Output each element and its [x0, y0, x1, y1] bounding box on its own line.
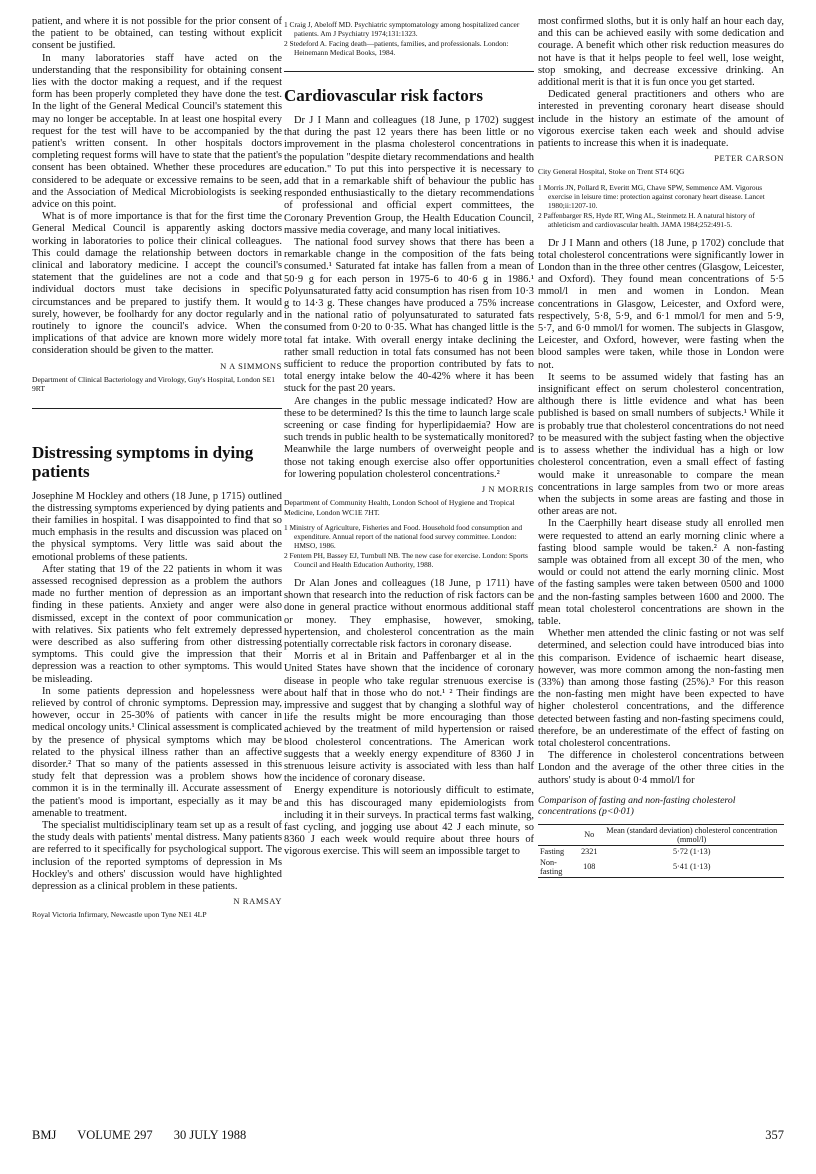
- table-cell: 5·41 (1·13): [672, 862, 711, 872]
- section-title: Distressing symptoms in dying patients: [32, 442, 254, 481]
- paragraph: The national food survey shows that there has been a remarkable change in the composition of the fats being consumed.¹ Saturated fat intake has fallen from a mean of 50·9 g for each person in 1975-6 to 40·6 g in 1986.¹ Polyunsaturated fatty acid consumption has risen from 10·3 g to 14·3 g. These changes have produced a 75% increase in the national ratio of polyunsaturated to saturated fats consumed from 0·20 to 0·35. What has changed little is the total fat intake. With overall energy intake declining the rather small reduction in total fats consumed has not been sufficient to reduce the proportion contributed by fats to total energy intake below the 40-42% where it has been stuck for the past 20 years.: [284, 237, 534, 395]
- paragraph: Dedicated general practitioners and others who are interested in preventing coronary heart disease should include in the history an estimate of the amount of vigorous exercise taken each week and should advise patients to increase this when it is inadequate.: [538, 89, 784, 150]
- author-affiliation: Royal Victoria Infirmary, Newcastle upon Tyne NE1 4LP: [32, 910, 207, 920]
- reference-item: 1 Morris JN, Pollard R, Everitt MG, Chave SPW, Semmence AM. Vigorous exercise in leisure time: protection against coronary heart disease. Lancet 1980;ii:1207-10.: [538, 182, 765, 210]
- column-2: [284, 16, 534, 859]
- table-cell: Non-fasting: [540, 857, 563, 876]
- table-cell: 108: [583, 862, 596, 872]
- reference-item: 2 Paffenbarger RS, Hyde RT, Wing AL, Steinmetz H. A natural history of athleticism and cardiovascular health. JAMA 1984;252:491-5.: [538, 210, 755, 229]
- paragraph: Whether men attended the clinic fasting or not was self determined, and selection could have introduced bias into this comparison. Evidence of ischaemic heart disease, however, was more common among the non-fasting men (33%) than among those fasting (25%).³ For this reason the non-fasting men might have been expected to have higher cholesterol concentrations, and the difference detected between fasting and non-fasting specimens could, therefore, be an underestimate of the effect of fasting on total cholesterol concentrations.: [538, 628, 784, 749]
- table-cell: 2321: [581, 846, 598, 856]
- reference-item: 1 Craig J, Abeloff MD. Psychiatric symptomatology among hospitalized cancer patients. Am J Psychiatry 1974;131:1323.: [284, 20, 520, 38]
- author-signature: N A SIMMONS: [220, 360, 282, 371]
- paragraph: patient, and where it is not possible for the prior consent of the patient to be obtained, can testing without explicit consent be justified.: [32, 16, 282, 52]
- paragraph: Are changes in the public message indicated? How are these to be determined? Is this the time to launch large scale screening or case finding for hyperlipidaemia? How are such trends in public health to be systematically monitored? Meanwhile the large numbers of overweight people and those not taking enough exercise also offer opportunities for lowering population cholesterol concentrations.²: [284, 395, 534, 480]
- table-cell: Fasting: [540, 846, 565, 856]
- column-3: [538, 16, 784, 878]
- paragraph: Dr Alan Jones and colleagues (18 June, p 1711) have shown that research into the reduction of risk factors can be done in general practice without enormous additional staff or money. They emphasise, however, smoking, hypertension, and cholesterol concentration as the main potentially correctable risk factors in coronary disease.: [284, 577, 534, 650]
- paragraph: Dr J I Mann and others (18 June, p 1702) conclude that total cholesterol concentrations were significantly lower in London than in the three other centres (Glasgow, Leicester, and Oxford). They found mean concentrations of 5·5 mmol/l in men and women in London. Mean concentrations in Glasgow, Leicester, and Oxford were, respectively, 5·8, 5·9, and 6·1 mmol/l for men and 5·9, 5·7, and 6·0 mmol/l for women. The subjects in Glasgow, Leicester, and Oxford, however, were fasting when the blood samples were taken, while those in London were not.: [538, 237, 784, 371]
- table-header-mean: Mean (standard deviation) cholesterol concentration (mmol/l): [599, 824, 784, 845]
- paragraph: In some patients depression and hopelessness were relieved by control of chronic symptoms. Depression may, however, occur in 25-30% of patients with cancer in medical oncology units.¹ Clinical assessment is complicated by the presence of physical symptoms which may be related to the physical illness rather than an affective disorder.² That so many of the patients assessed in this study felt that depression was a problem shows how common it is in the terminally ill. Accurate assessment of the patient's mood is important, especially as it may be amenable to treatment.: [32, 685, 282, 819]
- journal-name: BMJ: [32, 1128, 57, 1142]
- paragraph: Energy expenditure is notoriously difficult to estimate, and this has discouraged many epidemiologists from including it in their surveys. In practical terms fast walking, fast cycling, and jogging use about 42 J each minute, so 8360 J each week would require about three hours of vigorous exercise. This will seem an impossible target to: [284, 785, 534, 858]
- paragraph: Dr J I Mann and colleagues (18 June, p 1702) suggest that during the past 12 years there has been little or no improvement in the plasma cholesterol concentrations in the population "despite dietary recommendations and health education." To put this into perspective it is necessary to add that in a remarkable shift of behaviour the public has responded enthusiastically to the dietary recommendations of professional and official expert committees, the Coronary Prevention Group, the Health Education Council, massive media coverage, and many local initiatives.: [284, 115, 534, 236]
- paragraph: It seems to be assumed widely that fasting has an insignificant effect on serum cholesterol concentration, although there is little evidence and what has been published is based on small numbers of subjects.¹ While it is probably true that cholesterol concentrations do not need to be measured with the subject fasting when the objective is to assess whether the individual has a high or low cholesterol concentration, even a small effect of fasting would make it unreasonable to compare the mean concentrations in large samples from two or more areas when the subjects in some areas are fasting and those in other areas are not.: [538, 371, 784, 518]
- author-signature: PETER CARSON: [714, 153, 784, 164]
- issue-date: 30 JULY 1988: [173, 1128, 247, 1142]
- author-signature: N RAMSAY: [233, 896, 282, 907]
- table-cell: 5·72 (1·13): [672, 846, 711, 856]
- section-title: Cardiovascular risk factors: [284, 86, 483, 105]
- reference-list: [284, 20, 534, 57]
- paragraph: After stating that 19 of the 22 patients in whom it was assessed recognised depression as a problem the authors made no further mention of depression as an important finding in these patients. Anxiety and anger were also dismissed, except in the context of poor communication with relatives. Six patients who felt extremely depressed were described as also suffering from other distressing symptoms. This could give the impression that their depression was a reaction to other symptoms. This would be misleading.: [32, 563, 282, 685]
- column-1: [32, 16, 282, 926]
- author-signature: J N MORRIS: [481, 484, 534, 495]
- paragraph: In many laboratories staff have acted on the understanding that the responsibility for obtaining consent lies with the doctor making a request, and if the request form has been properly completed they have done the test. In the light of the General Medical Council's statement this may no longer be acceptable. In at least one hospital every request for the test will have to be accompanied by the patient's written consent. In other hospitals doctors completing request forms will have to state that the patient's consent has been obtained. Whether these procedures are considered to be adequate or excessive remains to be seen, and the Association of Medical Microbiologists is seeking advice on this point.: [32, 52, 282, 211]
- section-divider: [32, 408, 282, 409]
- table-row: [538, 857, 784, 878]
- intro-letter: [32, 16, 282, 394]
- letter-distressing-symptoms: [32, 443, 282, 920]
- journal-volume: VOLUME 297: [77, 1128, 153, 1142]
- reference-list: [538, 183, 784, 229]
- page-number: 357: [765, 1128, 784, 1142]
- reference-item: 1 Ministry of Agriculture, Fisheries and Food. Household food consumption and expenditure. Annual report of the national food survey committee. London: HMSO, 1986.: [284, 522, 523, 550]
- page-footer: [32, 1128, 784, 1143]
- paragraph: In the Caerphilly heart disease study all enrolled men were requested to attend an early morning clinic where a fasting blood sample would be taken.² A non-fasting sample was obtained from all except 30 of the men, who would or could not attend the early morning clinic. Most of the fasting samples were taken between 0500 and 1000 and the non-fasting samples between 1600 and 2000. The mean total cholesterol concentrations are shown in the table.: [538, 518, 784, 627]
- reference-item: 2 Fentem PH, Bassey EJ, Turnbull NB. The new case for exercise. London: Sports Council and Health Education Authority, 1988.: [284, 550, 528, 569]
- paragraph: What is of more importance is that for the first time the General Medical Council is apparently asking doctors working in laboratories to police their clinical colleagues. This could damage the relationship between doctors in clinical and laboratory medicine. I accept the council's statement that the guidelines are not a code and that individual doctors must take decisions in specific circumstances and be prepared to justify them. It would surely, however, be foolhardy for any doctor regularly and routinely to ignore the council's advice. When the implications of that advice are known more widely more consideration should be given to the matter.: [32, 211, 282, 357]
- author-affiliation: Department of Clinical Bacteriology and Virology, Guy's Hospital, London SE1 9RT: [32, 374, 276, 394]
- reference-list: [284, 523, 534, 569]
- paragraph: Josephine M Hockley and others (18 June, p 1715) outlined the distressing symptoms experienced by dying patients and their families in hospital. I was disappointed to find that so much emphasis in the results and discussion was placed on the physical symptoms. Very little was said about the emotional problems of these patients.: [32, 490, 282, 563]
- paragraph: most confirmed sloths, but it is only half an hour each day, and this can be achieved easily with some dedication and courage. A benefit which other risk reduction measures do not have is that it helps people to feel well, lose weight, stop smoking, and decrease excessive drinking. An additional merit is that it is fun once you get started.: [538, 16, 784, 89]
- paragraph: The specialist multidisciplinary team set up as a result of the study deals with patients' mental distress. Many patients are referred to it specifically for psychological support. The inclusion of the reported symptoms of depression in Ms Hockley's and others' discussion would have highlighted depression as a clinical problem in these patients.: [32, 819, 282, 892]
- author-affiliation: Department of Community Health, London School of Hygiene and Tropical Medicine, London WC1E 7HT.: [284, 498, 515, 517]
- paragraph: The difference in cholesterol concentrations between London and the average of the other three cities in the authors' study is about 0·4 mmol/l for: [538, 750, 784, 786]
- reference-item: 2 Stedeford A. Facing death—patients, families, and professionals. London: Heinemann Medical Books, 1984.: [284, 39, 509, 57]
- author-affiliation: City General Hospital, Stoke on Trent ST4 6QG: [538, 167, 685, 177]
- table-header-blank: [538, 824, 579, 845]
- paragraph: Morris et al in Britain and Paffenbarger et al in the United States have shown that the incidence of coronary disease in people who take regular strenuous exercise is about half that in those who do not.¹ ² Their findings are impressive and suggest that by changing a slothful way of life the results might be more encouraging than those achieved by the treatment of mild hypertension or raised blood cholesterol concentrations. The American work suggests that a weekly energy expenditure of 8360 J in strenuous leisure activity is associated with less than half the incidence of coronary disease.: [284, 651, 534, 785]
- section-divider: [284, 71, 534, 72]
- table-row: [538, 845, 784, 857]
- cholesterol-table: [538, 824, 784, 878]
- table-header-no: No: [579, 824, 599, 845]
- table-caption: Comparison of fasting and non-fasting cholesterol concentrations (p<0·01): [538, 794, 736, 818]
